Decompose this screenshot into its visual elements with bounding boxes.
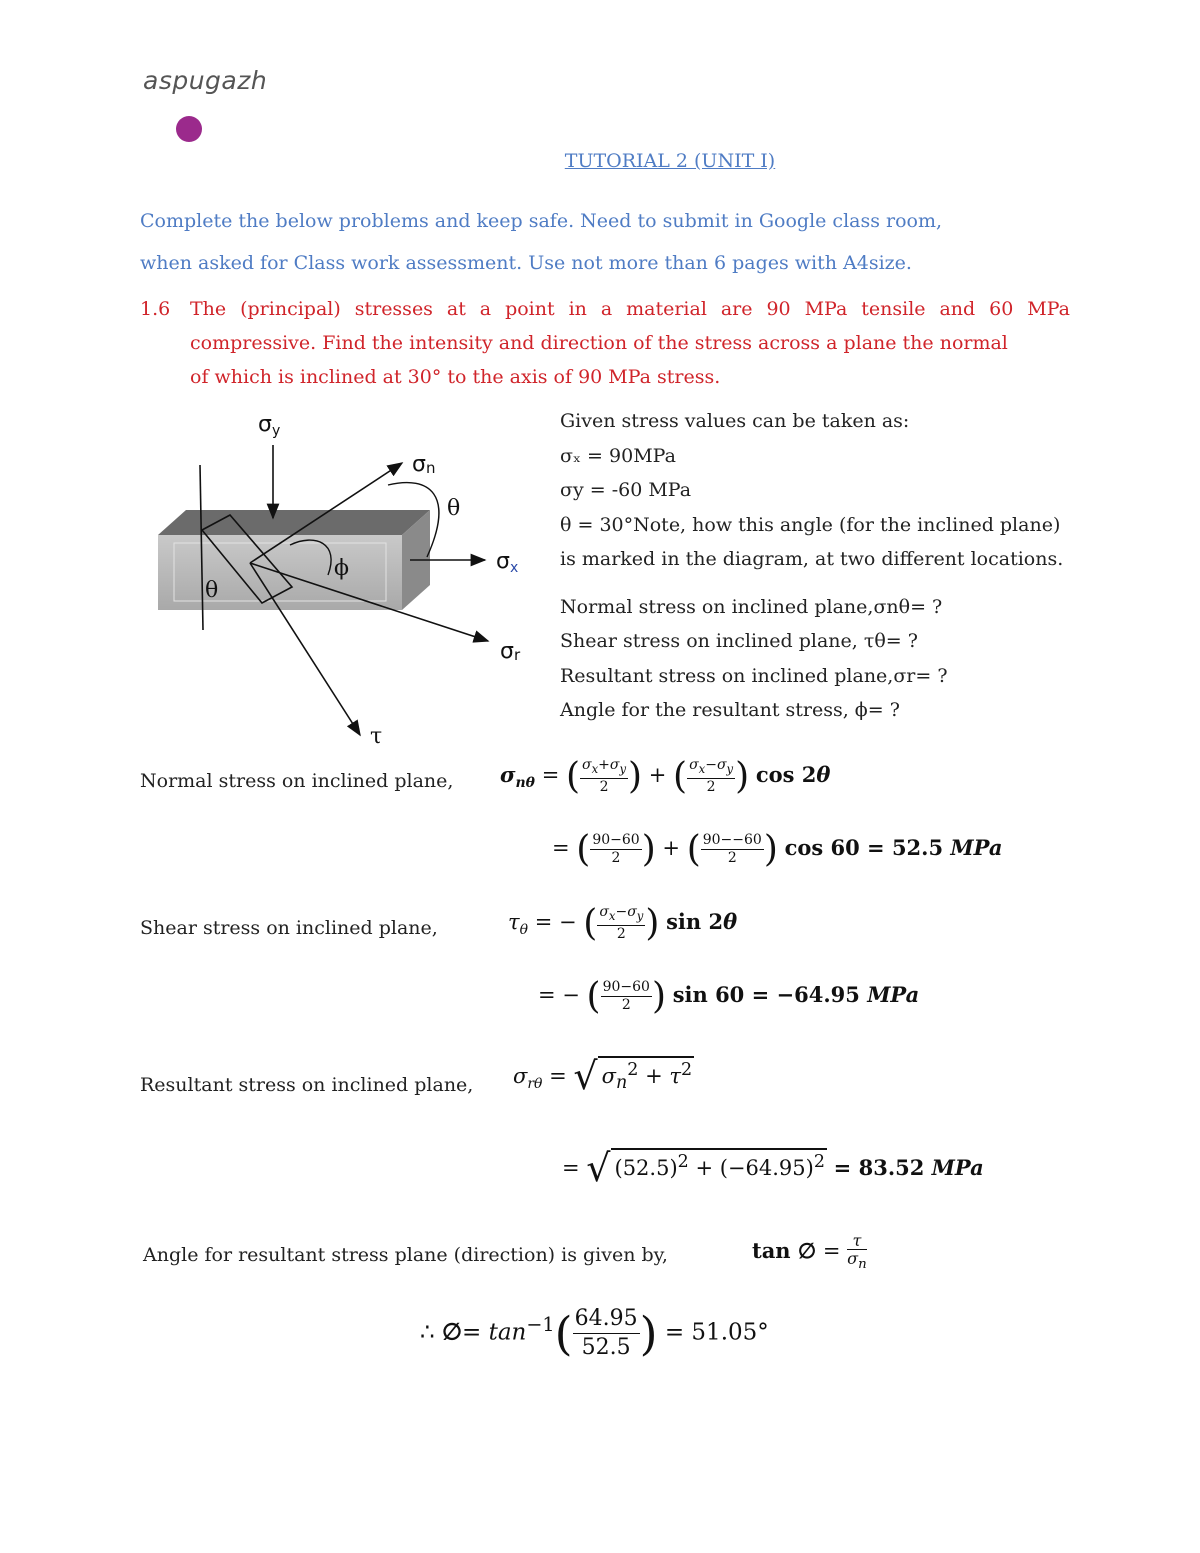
resultant-stress-label: Resultant stress on inclined plane, bbox=[140, 1074, 474, 1096]
angle-formula: tan ∅ = $\frac{\tau}{\sigma_n}$ bbox=[752, 1231, 867, 1273]
given-theta-note: is marked in the diagram, at two different locations. bbox=[560, 548, 1064, 570]
stress-diagram bbox=[140, 405, 540, 750]
given-theta: θ = 30°Note, how this angle (for the inclined plane) bbox=[560, 513, 1061, 536]
given-heading: Given stress values can be taken as: bbox=[560, 410, 910, 432]
normal-stress-formula: $\sigma_{n\theta}$ = ( $\frac{\sigma_x+\sigma_y}{2}$ ) + ( $\frac{\sigma_x-\sigma_y}{2}$ ) cos 2θ bbox=[500, 756, 831, 797]
label-theta-top: θ bbox=[447, 496, 461, 521]
label-sigma-x: σx bbox=[496, 549, 519, 576]
angle-result: 51.05° bbox=[691, 1319, 769, 1346]
shear-stress-formula: $\tau_\theta$ = − ( $\frac{\sigma_x-\sigma_y}{2}$ ) sin 2θ bbox=[508, 903, 738, 944]
question-normal-stress: Normal stress on inclined plane,σnθ= ? bbox=[560, 595, 943, 618]
problem-statement bbox=[140, 292, 1070, 394]
label-sigma-n: σn bbox=[412, 452, 436, 477]
angle-label: Angle for resultant stress plane (direction) is given by, bbox=[143, 1244, 668, 1266]
problem-line-1: The (principal) stresses at a point in a material are 90 MPa tensile and 60 MPa bbox=[190, 298, 1070, 320]
question-resultant-stress: Resultant stress on inclined plane,σr= ? bbox=[560, 664, 948, 687]
angle-calc: ∴ ∅= $\tan^{-1}$( $\frac{64.95}{52.5}$ ) = 51.05° bbox=[420, 1306, 769, 1361]
intro-line-1: Complete the below problems and keep safe. Need to submit in Google class room, bbox=[140, 210, 943, 232]
label-sigma-y: σy bbox=[258, 412, 281, 439]
normal-stress-label: Normal stress on inclined plane, bbox=[140, 770, 454, 792]
normal-stress-calc: = ( $\frac{90-60}{2}$ ) + ( $\frac{90--60}{2}$ ) cos 60 = 52.5 MPa bbox=[552, 829, 1003, 870]
question-angle: Angle for the resultant stress, ϕ= ? bbox=[560, 699, 900, 721]
resultant-stress-calc: = √ $(52.5)^2 + (-64.95)^2 = 83.52$ MPa bbox=[562, 1146, 984, 1190]
resultant-stress-formula: $\sigma_{r\theta}$ = √ $\sigma_n^2 + \tau^2$ bbox=[513, 1054, 693, 1098]
label-tau: τ bbox=[370, 724, 383, 749]
block-top-face bbox=[158, 510, 430, 535]
normal-stress-result: 52.5 bbox=[891, 835, 944, 860]
given-values bbox=[560, 404, 1160, 728]
angle-numerator: 64.95 bbox=[573, 1305, 640, 1334]
problem-line-2: compressive. Find the intensity and direction of the stress across a plane the normal bbox=[190, 332, 1008, 354]
intro-text bbox=[140, 200, 1040, 284]
given-sigma-x: σₓ = 90MPa bbox=[560, 444, 676, 467]
question-shear-stress: Shear stress on inclined plane, τθ= ? bbox=[560, 630, 918, 652]
purple-dot-icon bbox=[176, 116, 202, 142]
problem-line-3: of which is inclined at 30° to the axis of 90 MPa stress. bbox=[190, 366, 721, 388]
shear-stress-calc: = − ( $\frac{90-60}{2}$ ) sin 60 = −64.95 MPa bbox=[538, 976, 920, 1017]
intro-line-2: when asked for Class work assessment. Use not more than 6 pages with A4size. bbox=[140, 252, 912, 274]
label-theta-left: θ bbox=[205, 578, 219, 603]
shear-stress-label: Shear stress on inclined plane, bbox=[140, 917, 438, 939]
given-sigma-y: σy = -60 MPa bbox=[560, 479, 692, 501]
page-title: TUTORIAL 2 (UNIT I) bbox=[564, 150, 776, 172]
resultant-stress-result: 83.52 bbox=[858, 1155, 925, 1180]
author-signature: aspugazh bbox=[143, 66, 268, 95]
angle-denominator: 52.5 bbox=[581, 1335, 631, 1360]
problem-number: 1.6 bbox=[140, 298, 171, 320]
shear-stress-result: −64.95 bbox=[776, 982, 860, 1007]
label-phi: ϕ bbox=[334, 556, 349, 581]
label-sigma-r: σr bbox=[500, 639, 521, 664]
